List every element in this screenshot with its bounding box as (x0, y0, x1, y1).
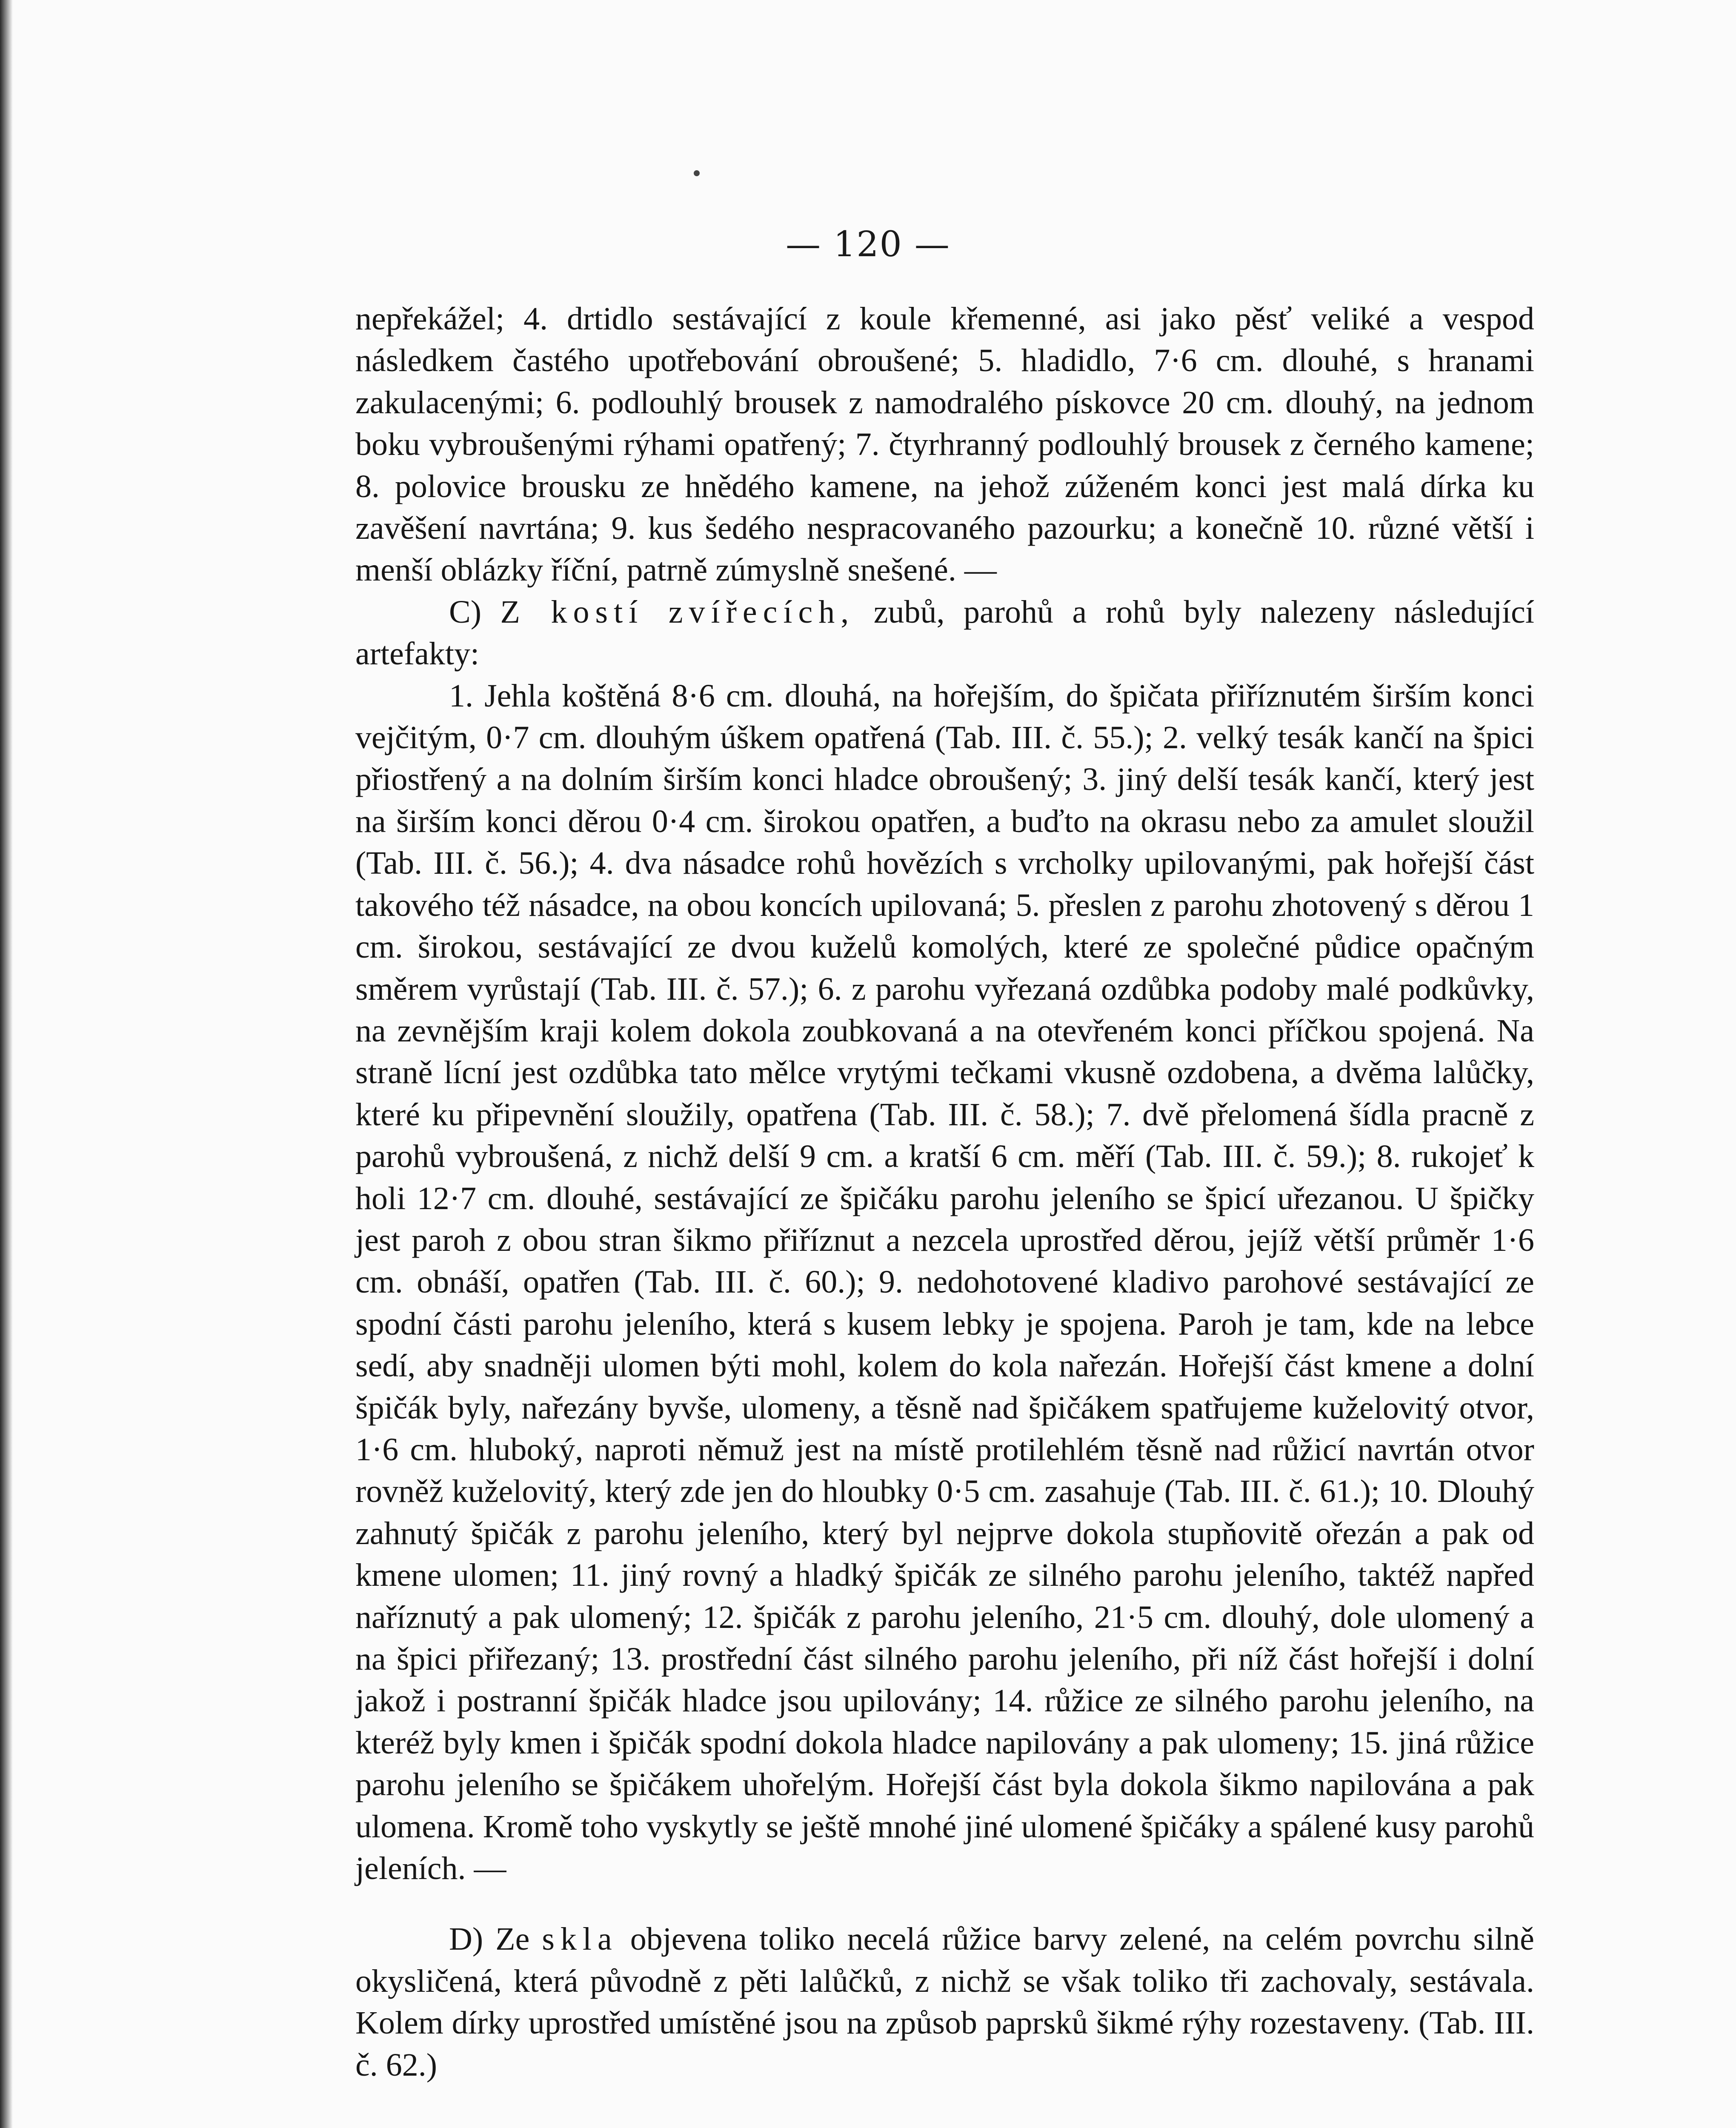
paragraph-section-d (355, 1918, 1534, 2086)
section-d-spaced-heading: skla (542, 1921, 618, 1957)
section-c-label: C) (449, 594, 500, 630)
section-d-label: D) Ze (449, 1921, 542, 1957)
paragraph-continuation: nepřekážel; 4. drtidlo sestávající z koule křemenné, asi jako pěsť veliké a vespod následkem častého upotřebování obroušené; 5. hladidlo, 7·6 cm. dlouhé, s hranami zakulacenými; 6. podlouhlý brousek z namodralého pískovce 20 cm. dlouhý, na jednom boku vybroušenými rýhami opatřený; 7. čtyrhranný podlouhlý brousek z černého kamene; 8. polovice brousku ze hnědého kamene, na jehož zúženém konci jest malá dírka ku zavěšení navrtána; 9. kus šedého nespracovaného pazourku; a konečně 10. různé větší i menší oblázky říční, patrně zúmyslně snešené. — (355, 301, 1534, 588)
paragraph-section-c (355, 591, 1534, 675)
section-c-spaced-heading: Z kostí zvířecích, (500, 594, 855, 630)
section-d-text: objevena toliko necelá růžice barvy zelené, na celém povrchu silně okysličená, která původně z pěti lalůčků, z nichž se však toliko tři zachovaly, sestávala. Kolem dírky uprostřed umístěné jsou na způsob paprsků šikmé rýhy rozestaveny. (Tab. III. č. 62.) (355, 1921, 1534, 2083)
section-c-text: zubů, parohů a rohů byly nalezeny následující artefakty: (355, 594, 1534, 672)
speck-top (694, 170, 700, 176)
page-number: — 120 — (786, 224, 950, 265)
body-text (355, 298, 1534, 2086)
paragraph-artefact-list: 1. Jehla koštěná 8·6 cm. dlouhá, na hořejším, do špičata přiříznutém širším konci vejčitým, 0·7 cm. dlouhým úškem opatřená (Tab. III. č. 55.); 2. velký tesák kančí na špici přiostřený a na dolním širším konci hladce obroušený; 3. jiný delší tesák kančí, který jest na širším konci děrou 0·4 cm. širokou opatřen, a buďto na okrasu nebo za amulet sloužil (Tab. III. č. 56.); 4. dva násadce rohů hovězích s vrcholky upilovanými, pak hořejší část takového též násadce, na obou koncích upilovaná; 5. přeslen z parohu zhotovený s děrou 1 cm. širokou, sestávající ze dvou kuželů komolých, které ze společné půdice opačným směrem vyrůstají (Tab. III. č. 57.); 6. z parohu vyřezaná ozdůbka podoby malé podkůvky, na zevnějším kraji kolem dokola zoubkovaná a na otevřeném konci příčkou spojená. Na straně lícní jest ozdůbka tato mělce vrytými tečkami vkusně ozdobena, a dvěma lalůčky, které ku připevnění sloužily, opatřena (Tab. III. č. 58.); 7. dvě přelomená šídla pracně z parohů vybroušená, z nichž delší 9 cm. a kratší 6 cm. měří (Tab. III. č. 59.); 8. rukojeť k holi 12·7 cm. dlouhé, sestávající ze špičáku parohu jeleního se špicí uřezanou. U špičky jest paroh z obou stran šikmo přiříznut a nezcela uprostřed děrou, jejíž větší průměr 1·6 cm. obnáší, opatřen (Tab. III. č. 60.); 9. nedohotovené kladivo parohové sestávající ze spodní části parohu jeleního, která s kusem lebky je spojena. Paroh je tam, kde na lebce sedí, aby snadněji ulomen býti mohl, kolem do kola nařezán. Hořejší část kmene a dolní špičák byly, nařezány byvše, ulomeny, a těsně nad špičákem spatřujeme kuželovitý otvor, 1·6 cm. hluboký, naproti němuž jest na místě protilehlém těsně nad růžicí navrtán otvor rovněž kuželovitý, který zde jen do hloubky 0·5 cm. zasahuje (Tab. III. č. 61.); 10. Dlouhý zahnutý špičák z parohu jeleního, který byl nejprve dokola stupňovitě ořezán a pak od kmene ulomen; 11. jiný rovný a hladký špičák ze silného parohu jeleního, taktéž napřed naříznutý a pak ulomený; 12. špičák z parohu jeleního, 21·5 cm. dlouhý, dole ulomený a na špici přiřezaný; 13. prostřední část silného parohu jeleního, při níž část hořejší i dolní jakož i postranní špičák hladce jsou upilovány; 14. růžice ze silného parohu jeleního, na kteréž byly kmen i špičák spodní dokola hladce napilovány a pak ulomeny; 15. jiná růžice parohu jeleního se špičákem uhořelým. Hořejší část byla dokola šikmo napilována a pak ulomena. Kromě toho vyskytly se ještě mnohé jiné ulomené špičáky a spálené kusy parohů jeleních. — (355, 678, 1534, 1887)
